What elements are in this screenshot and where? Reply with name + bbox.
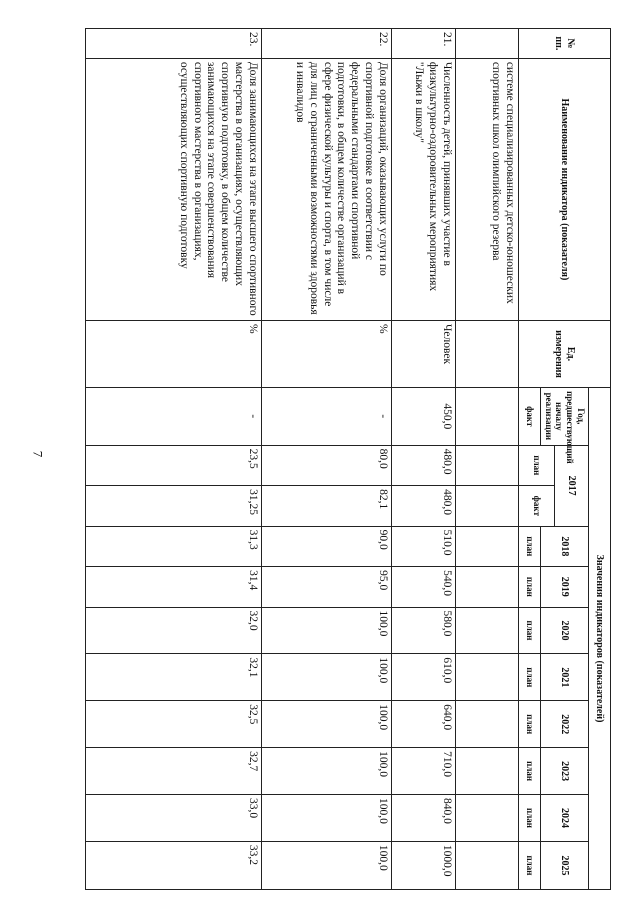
header-base-year: Год, предшествующий началу реализации	[540, 388, 588, 446]
header-plan-2019: план	[518, 567, 540, 607]
row-2018: 90,0	[261, 526, 391, 566]
row-2019: 540,0	[391, 567, 455, 607]
row-base: -	[86, 388, 262, 446]
row-2025: 100,0	[261, 841, 391, 889]
row-plan-2017: 80,0	[261, 445, 391, 485]
header-plan-2025: план	[518, 841, 540, 889]
row-no: 21.	[391, 29, 455, 59]
header-plan-2018: план	[518, 526, 540, 566]
row-plan-2017: 23,5	[86, 445, 262, 485]
table-rotator	[85, 28, 611, 890]
header-year-2024: 2024	[540, 795, 588, 842]
header-name: Наименование индикатора (показателя)	[518, 58, 610, 320]
row-2018	[455, 526, 518, 566]
row-2019	[455, 567, 518, 607]
row-2024: 100,0	[261, 795, 391, 842]
header-plan-2017: план	[518, 445, 554, 485]
row-plan-2017	[455, 445, 518, 485]
row-2019: 31,4	[86, 567, 262, 607]
header-year-2022: 2022	[540, 701, 588, 748]
header-year-2023: 2023	[540, 748, 588, 795]
row-2025: 33,2	[86, 841, 262, 889]
row-2022: 100,0	[261, 701, 391, 748]
header-fact-base: факт	[518, 388, 540, 446]
row-fact-2017: 480,0	[391, 486, 455, 526]
header-year-2018: 2018	[540, 526, 588, 566]
row-2020: 580,0	[391, 607, 455, 654]
header-unit: Ед. измерения	[518, 320, 610, 387]
rotated-table-area	[85, 28, 611, 890]
table-row	[391, 29, 455, 890]
row-unit	[455, 320, 518, 387]
row-2023	[455, 748, 518, 795]
row-2025: 1000,0	[391, 841, 455, 889]
table-row	[86, 29, 262, 890]
row-unit: Человек	[391, 320, 455, 387]
row-fact-2017: 82,1	[261, 486, 391, 526]
row-2020	[455, 607, 518, 654]
header-plan-2024: план	[518, 795, 540, 842]
header-values-group: Значения индикаторов (показателей)	[589, 388, 611, 890]
row-name: Численность детей, принявших участие в физкультурно-оздоровительных мероприятиях "Лыжи в школу"	[391, 58, 455, 320]
row-2023: 710,0	[391, 748, 455, 795]
page-number: 7	[30, 450, 46, 458]
row-2018: 510,0	[391, 526, 455, 566]
header-plan-2020: план	[518, 607, 540, 654]
table-row	[261, 29, 391, 890]
row-2021: 100,0	[261, 654, 391, 701]
header-year-2020: 2020	[540, 607, 588, 654]
row-name: Доля занимающихся на этапе высшего спортивного мастерства в организациях, осуществляющих спортивную подготовку, в общем количестве занимающихся на этапе совершенствования спортивного мастерства в организациях, осуществляющих спортивную подготовку	[86, 58, 262, 320]
row-no: 23.	[86, 29, 262, 59]
row-2018: 31,3	[86, 526, 262, 566]
row-base: 450,0	[391, 388, 455, 446]
header-plan-2021: план	[518, 654, 540, 701]
row-2022: 640,0	[391, 701, 455, 748]
row-plan-2017: 480,0	[391, 445, 455, 485]
header-plan-2022: план	[518, 701, 540, 748]
row-unit: %	[261, 320, 391, 387]
table-row	[455, 29, 518, 890]
header-no: № пп.	[518, 29, 610, 59]
row-2023: 100,0	[261, 748, 391, 795]
row-base: -	[261, 388, 391, 446]
row-2023: 32,7	[86, 748, 262, 795]
header-year-2025: 2025	[540, 841, 588, 889]
row-2022: 32,5	[86, 701, 262, 748]
row-fact-2017: 31,25	[86, 486, 262, 526]
header-year-2021: 2021	[540, 654, 588, 701]
row-base	[455, 388, 518, 446]
header-year-2017: 2017	[555, 445, 589, 526]
row-no: 22.	[261, 29, 391, 59]
header-year-2019: 2019	[540, 567, 588, 607]
row-2021: 610,0	[391, 654, 455, 701]
row-name: Доля организаций, оказывающих услуги по спортивной подготовке в соответствии с федеральными стандартами спортивной подготовки, в общем количестве организаций в сфере физической культуры и спорта, в том числе для лиц с ограниченными возможностями здоровья и инвалидов	[261, 58, 391, 320]
row-name: системе специализированных детско-юношеских спортивных школ олимпийского резерва	[455, 58, 518, 320]
row-no	[455, 29, 518, 59]
row-2022	[455, 701, 518, 748]
row-2019: 95,0	[261, 567, 391, 607]
header-fact-2017: факт	[518, 486, 554, 526]
row-2025	[455, 841, 518, 889]
row-fact-2017	[455, 486, 518, 526]
row-unit: %	[86, 320, 262, 387]
row-2024: 840,0	[391, 795, 455, 842]
header-plan-2023: план	[518, 748, 540, 795]
row-2024	[455, 795, 518, 842]
row-2021: 32,1	[86, 654, 262, 701]
indicators-table	[85, 28, 611, 890]
row-2024: 33,0	[86, 795, 262, 842]
row-2020: 100,0	[261, 607, 391, 654]
row-2020: 32,0	[86, 607, 262, 654]
row-2021	[455, 654, 518, 701]
